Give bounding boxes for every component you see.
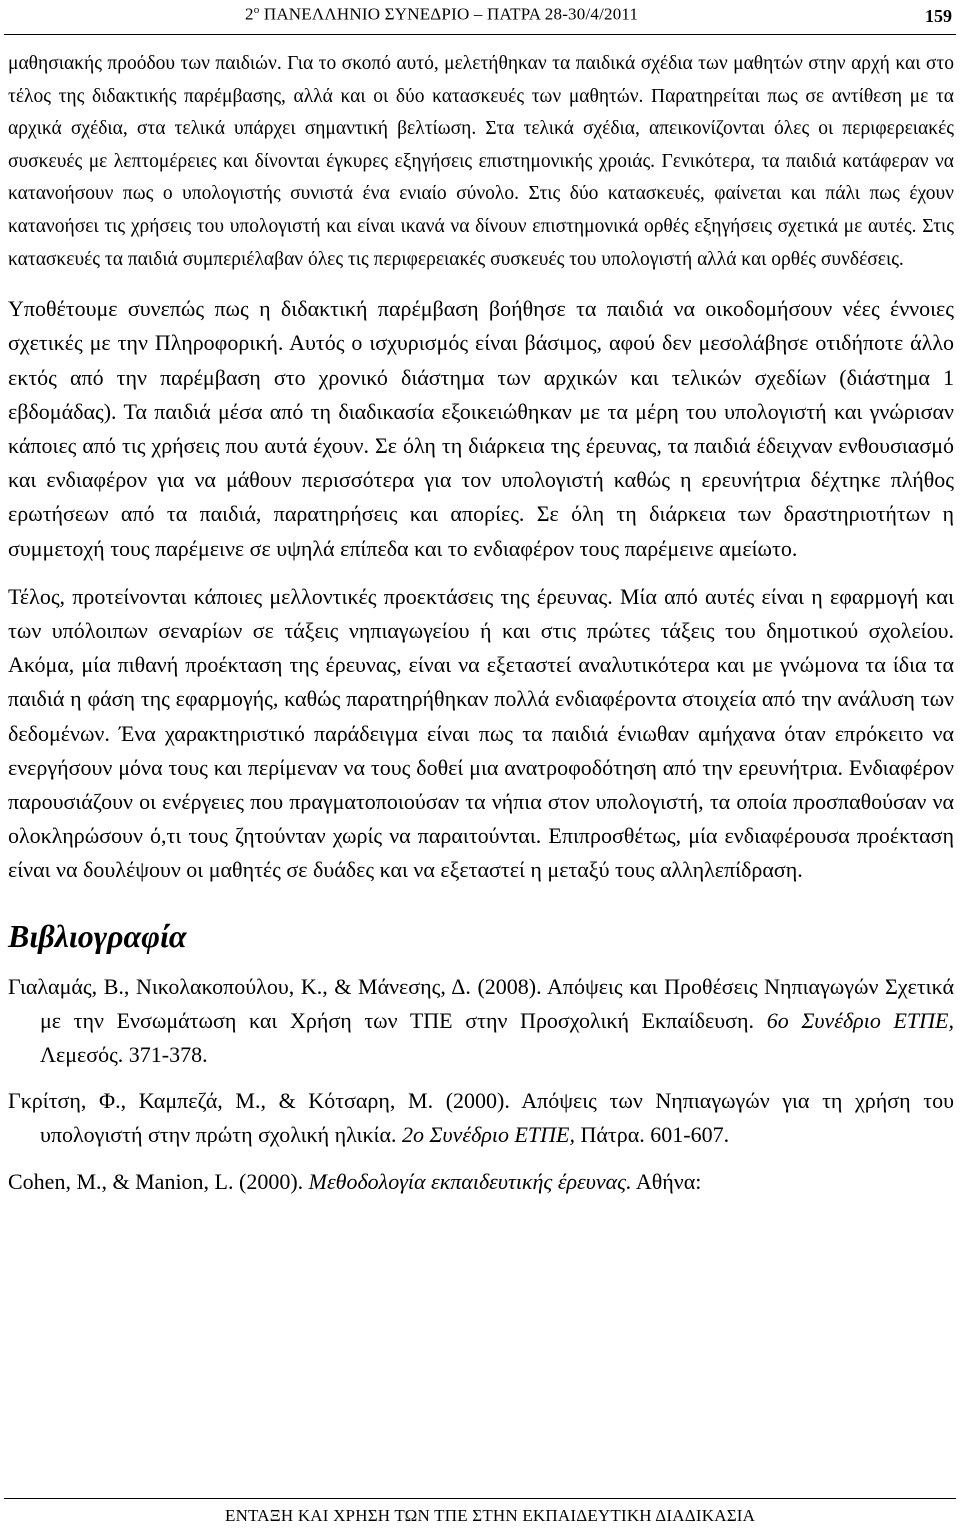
reference-text: Γκρίτση, Φ., Καμπεζά, Μ., & Κότσαρη, Μ. (2000). Απόψεις των Νηπιαγωγών για τη χρήση του υπολογιστή στην πρώτη σχολική ηλικία. — [8, 1088, 954, 1148]
bibliography-list — [8, 970, 954, 1199]
conference-title — [245, 4, 638, 25]
reference-italic: 6ο Συνέδριο ΕΤΠΕ, — [766, 1007, 954, 1033]
page-header — [0, 0, 960, 40]
reference-item — [8, 1084, 954, 1152]
footer-title: ΕΝΤΑΞΗ ΚΑΙ ΧΡΗΣΗ ΤΩΝ ΤΠΕ ΣΤΗΝ ΕΚΠΑΙΔΕΥΤΙΚΗ ΔΙΑΔΙΚΑΣΙΑ — [225, 1506, 756, 1525]
reference-tail: Λεμεσός. 371-378. — [40, 1042, 208, 1068]
footer-divider — [4, 1498, 956, 1499]
conference-ordinal-suffix: ο — [253, 4, 260, 16]
reference-tail: Αθήνα: — [631, 1168, 702, 1194]
conference-ordinal: 2 — [245, 4, 254, 24]
page-footer — [0, 1496, 960, 1536]
bibliography-heading: Βιβλιογραφία — [8, 917, 187, 954]
body-large-section — [8, 292, 954, 887]
page-content — [8, 48, 954, 1211]
paragraph-future-work: Τέλος, προτείνονται κάποιες μελλοντικές προεκτάσεις της έρευνας. Μία από αυτές είναι η εφαρμογή και των υπόλοιπων σεναρίων σε τάξεις νηπιαγωγείου ή και στις πρώτες τάξεις του δημοτικού σχολείου. Ακόμα, μία πιθανή προέκταση της έρευνας, είναι να εξεταστεί αναλυτικότερα και με γνώμονα τα ίδια τα παιδιά η φάση της εφαρμογής, καθώς παρατηρήθηκαν πολλά ενδιαφέροντα στοιχεία από την ανάλυση των δεδομένων. Ένα χαρακτηριστικό παράδειγμα είναι πως τα παιδιά ένιωθαν αμήχανα όταν επρόκειτο να ενεργήσουν μόνα τους και περίμεναν να τους δοθεί μια ανατροφοδότηση από την ερευνήτρια. Ενδιαφέρον παρουσιάζουν οι ενέργειες που πραγματοποιούσαν τα νήπια στον υπολογιστή, τα οποία προσπαθούσαν να ολοκληρώσουν ό,τι τους ζητούνταν χωρίς να παραιτούνται. Επιπροσθέτως, μία ενδιαφέρουσα προέκταση είναι να δουλέψουν οι μαθητές σε δυάδες και να εξεταστεί η μεταξύ τους αλληλεπίδραση. — [8, 583, 954, 883]
header-divider — [4, 34, 956, 35]
reference-text: Cohen, M., & Manion, L. (2000). — [8, 1168, 309, 1194]
body-small-section — [8, 48, 954, 276]
reference-text: Γιαλαμάς, Β., Νικολακοπούλου, Κ., & Μάνεσης, Δ. (2008). Απόψεις και Προθέσεις Νηπιαγωγών Σχετικά με την Ενσωμάτωση και Χρήση των ΤΠΕ στην Προσχολική Εκπαίδευση. — [8, 973, 954, 1033]
reference-italic: Μεθοδολογία εκπαιδευτικής έρευνας. — [308, 1168, 632, 1194]
reference-item — [8, 1165, 954, 1199]
reference-item — [8, 970, 954, 1073]
reference-italic: 2ο Συνέδριο ΕΤΠΕ, — [401, 1122, 575, 1148]
conference-name: ΠΑΝΕΛΛΗΝΙΟ ΣΥΝΕΔΡΙΟ – ΠΑΤΡΑ 28-30/4/2011 — [259, 4, 639, 24]
page-number: 159 — [925, 6, 952, 26]
paragraph-hypothesis: Υποθέτουμε συνεπώς πως η διδακτική παρέμβαση βοήθησε τα παιδιά να οικοδομήσουν νέες έννοιες σχετικές με την Πληροφορική. Αυτός ο ισχυρισμός είναι βάσιμος, αφού δεν μεσολάβησε οτιδήποτε άλλο εκτός από την παρέμβαση στο χρονικό διάστημα των αρχικών και τελικών σχεδίων (διάστημα 1 εβδομάδας). Τα παιδιά μέσα από τη διαδικασία εξοικειώθηκαν με τα μέρη του υπολογιστή και γνώρισαν κάποιες από τις χρήσεις που αυτά έχουν. Σε όλη τη διάρκεια της έρευνας, τα παιδιά έδειχναν ενθουσιασμό και ενδιαφέρον για να μάθουν περισσότερα για τον υπολογιστή καθώς η ερευνήτρια δέχτηκε πλήθος ερωτήσεων από τα παιδιά, παρατηρήσεις και απορίες. Σε όλη τη διάρκεια των δραστηριοτήτων η συμμετοχή τους παρέμεινε σε υψηλά επίπεδα και το ενδιαφέρον τους παρέμεινε αμείωτο. — [8, 296, 954, 561]
paragraph-progress: μαθησιακής προόδου των παιδιών. Για το σκοπό αυτό, μελετήθηκαν τα παιδικά σχέδια των μαθητών στην αρχή και στο τέλος της διδακτικής παρέμβασης, αλλά και οι δύο κατασκευές των μαθητών. Παρατηρείται πως σε αντίθεση με τα αρχικά σχέδια, στα τελικά υπάρχει σημαντική βελτίωση. Στα τελικά σχέδια, απεικονίζονται όλες οι περιφερειακές συσκευές με λεπτομέρειες και δίνονται έγκυρες εξηγήσεις επιστημονικής χροιάς. Γενικότερα, τα παιδιά κατάφεραν να κατανοήσουν πως ο υπολογιστής συνιστά ένα ενιαίο σύνολο. Στις δύο κατασκευές, φαίνεται και πάλι πως έχουν κατανοήσει τις χρήσεις του υπολογιστή και είναι ικανά να δίνουν επιστημονικά ορθές εξηγήσεις σχετικά με αυτές. Στις κατασκευές τα παιδιά συμπεριέλαβαν όλες τις περιφερειακές συσκευές του υπολογιστή αλλά και ορθές συνδέσεις. — [8, 53, 954, 270]
reference-tail: Πάτρα. 601-607. — [575, 1122, 730, 1148]
